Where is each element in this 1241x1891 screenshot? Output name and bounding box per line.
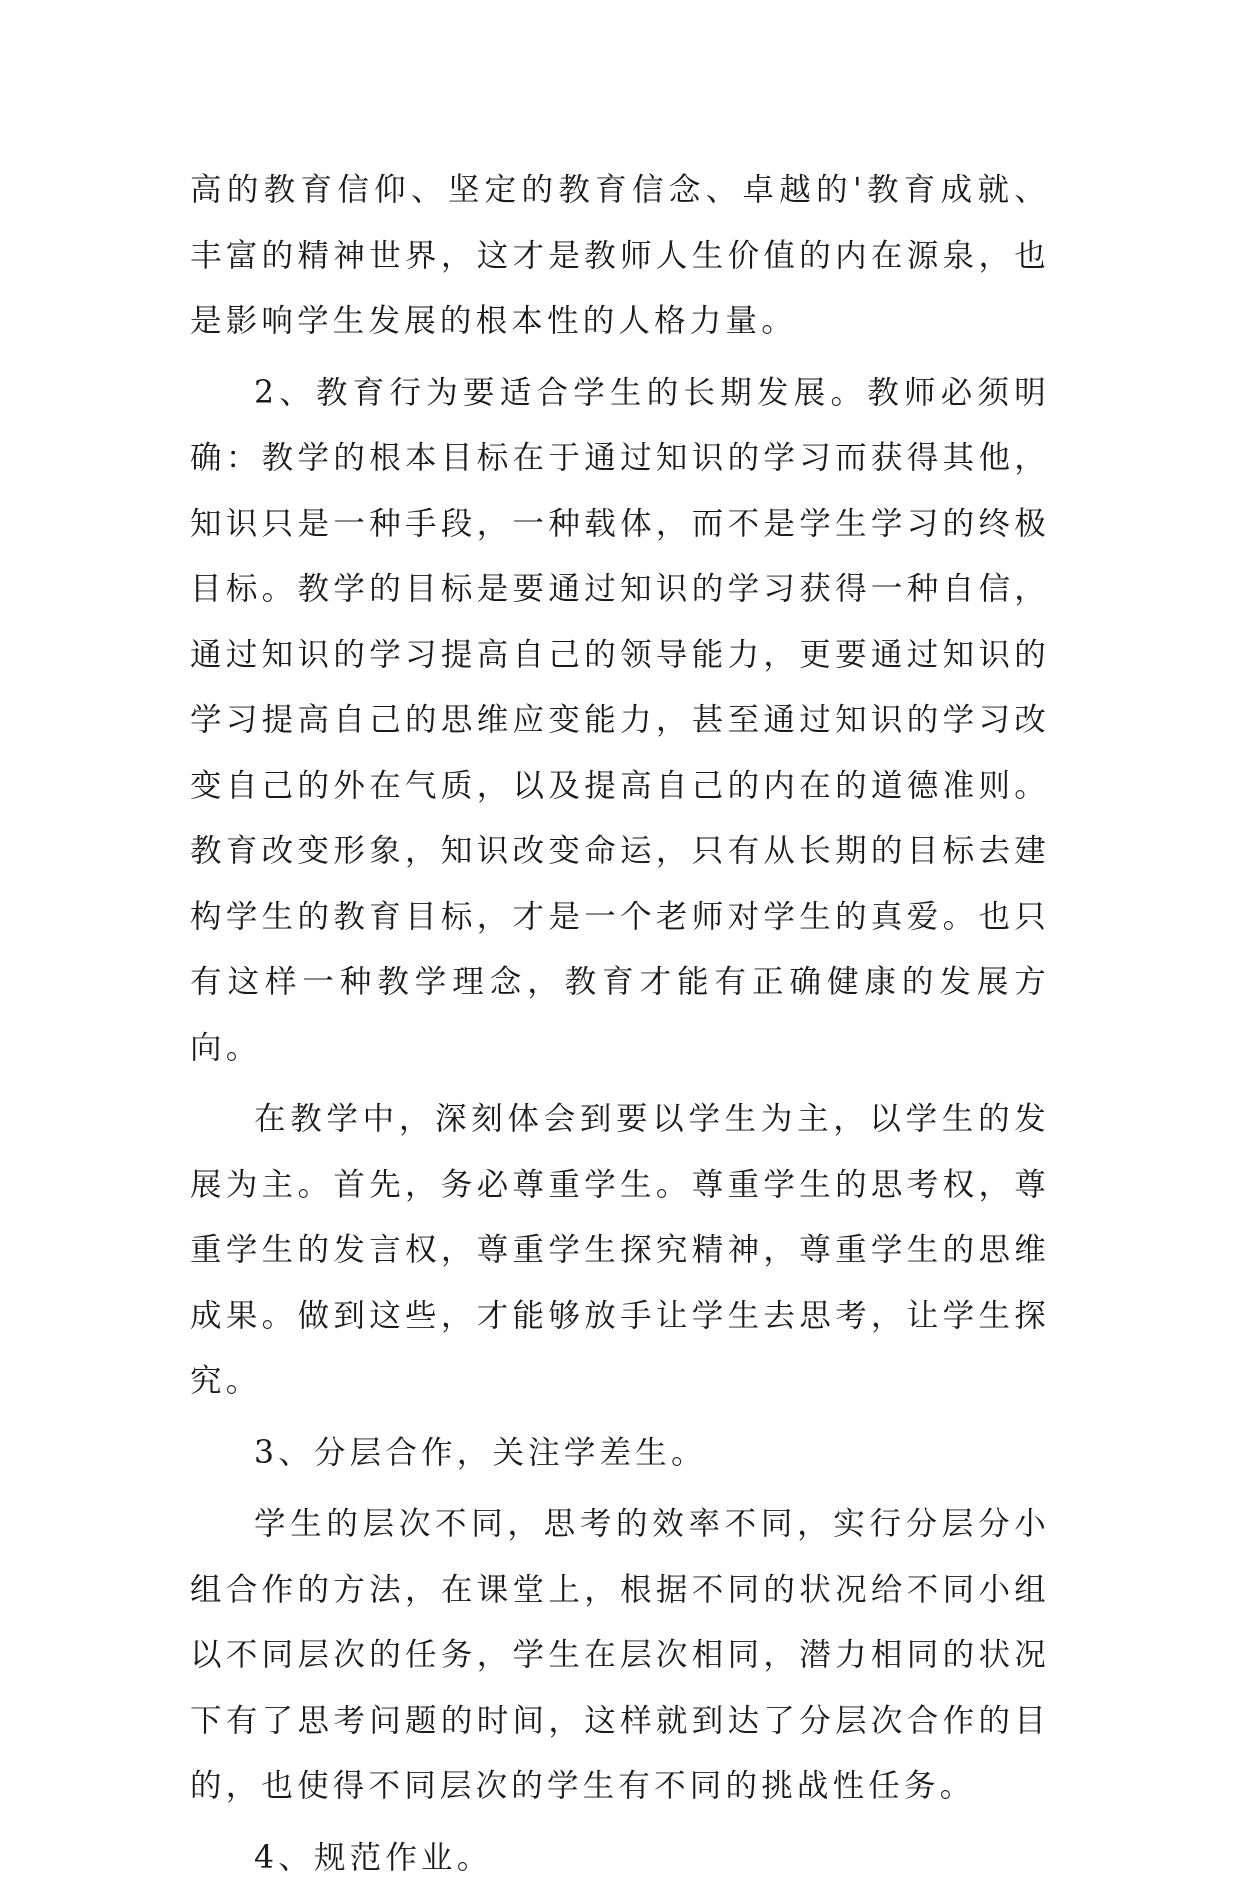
- paragraph-point-3-heading: 3、分层合作，关注学差生。: [190, 1421, 1050, 1487]
- paragraph-continuation: 高的教育信仰、坚定的教育信念、卓越的'教育成就、丰富的精神世界，这才是教师人生价值的内在源泉，也是影响学生发展的根本性的人格力量。: [190, 158, 1050, 355]
- paragraph-point-2: 2、教育行为要适合学生的长期发展。教师必须明确：教学的根本目标在于通过知识的学习而获得其他，知识只是一种手段，一种载体，而不是学生学习的终极目标。教学的目标是要通过知识的学习获得一种自信，通过知识的学习提高自己的领导能力，更要通过知识的学习提高自己的思维应变能力，甚至通过知识的学习改变自己的外在气质，以及提高自己的内在的道德准则。教育改变形象，知识改变命运，只有从长期的目标去建构学生的教育目标，才是一个老师对学生的真爱。也只有这样一种教学理念，教育才能有正确健康的发展方向。: [190, 361, 1050, 1082]
- paragraph-teaching-student-centered: 在教学中，深刻体会到要以学生为主，以学生的发展为主。首先，务必尊重学生。尊重学生的思考权，尊重学生的发言权，尊重学生探究精神，尊重学生的思维成果。做到这些，才能够放手让学生去思考，让学生探究。: [190, 1087, 1050, 1415]
- paragraph-point-4-heading: 4、规范作业。: [190, 1826, 1050, 1891]
- document-page: [190, 158, 1050, 1891]
- paragraph-layered-cooperation: 学生的层次不同，思考的效率不同，实行分层分小组合作的方法，在课堂上，根据不同的状况给不同小组以不同层次的任务，学生在层次相同，潜力相同的状况下有了思考问题的时间，这样就到达了分层次合作的目的，也使得不同层次的学生有不同的挑战性任务。: [190, 1492, 1050, 1820]
